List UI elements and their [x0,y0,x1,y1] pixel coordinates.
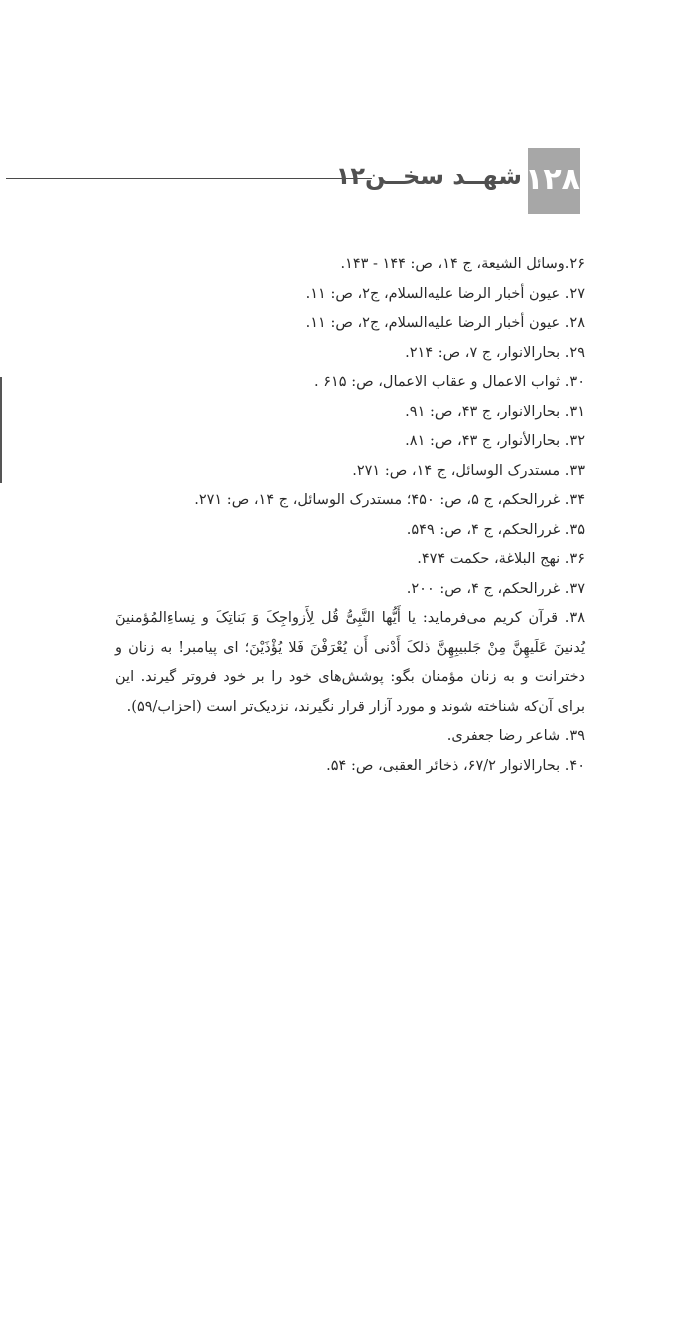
endnote-27: ۲۷. عیون أخبار الرضا علیه‌السلام، ج۲، ص: ۱۱. [305,285,585,302]
endnote-32: ۳۲. بحارالأنوار، ج ۴۳، ص: ۸۱. [405,433,585,449]
page-number-box [525,148,580,214]
endnotes-list [115,250,585,781]
book-title: شهــد سخــن۱۲ [335,162,522,190]
endnote-35: ۳۵. غررالحکم، ج ۴، ص: ۵۴۹. [406,521,585,538]
endnote-30: ۳۰. ثواب الاعمال و عقاب الاعمال، ص: ۶۱۵ . [314,374,585,390]
endnote-37: ۳۷. غررالحکم، ج ۴، ص: ۲۰۰. [406,580,585,597]
endnote-33: ۳۳. مستدرک الوسائل، ج ۱۴، ص: ۲۷۱. [352,462,585,479]
endnote-28: ۲۸. عیون أخبار الرضا علیه‌السلام، ج۲، ص: ۱۱. [305,315,585,331]
endnote-31: ۳۱. بحارالانوار، ج ۴۳، ص: ۹۱. [405,403,585,420]
endnote-29: ۲۹. بحارالانوار، ج ۷، ص: ۲۱۴. [405,344,585,361]
endnote-34: ۳۴. غررالحکم، ج ۵، ص: ۴۵۰؛ مستدرک الوسائل، ج ۱۴، ص: ۲۷۱. [194,492,585,508]
endnote-38: ۳۸. قرآن کریم می‌فرماید: یا أَیُّها النَّبِیُّ قُل لِأَزواجِکَ وَ بَناتِکَ و نِساءِالمُؤمنینَ یُدنینَ عَلَیهِنَّ مِنْ جَلبیبِهِنَّ ذلکَ أَدْنی أَن یُعْرَفْنَ فَلا یُؤْذَیْنَ؛ ای پیامبر! به زنان و دخترانت و به زنان مؤمنان بگو: پوشش‌های خود را بر خود فروتر گیرند. این برای آن‌که شناخته شوند و مورد آزار قرار نگیرند، نزدیک‌تر است (احزاب/۵۹). [115,610,585,715]
endnote-39: ۳۹. شاعر رضا جعفری. [446,728,585,744]
page-number: ۱۲۸ [525,162,580,197]
running-header [0,148,700,214]
header-rule [6,178,372,179]
margin-mark [0,377,2,483]
endnote-40: ۴۰. بحارالانوار ۶۷/۲، ذخائر العقبی، ص: ۵۴. [326,757,585,774]
endnote-36: ۳۶. نهج البلاغة، حکمت ۴۷۴. [417,551,585,567]
endnote-26: ۲۶.وسائل الشیعة، ج ۱۴، ص: ۱۴۴ - ۱۴۳. [340,256,585,272]
